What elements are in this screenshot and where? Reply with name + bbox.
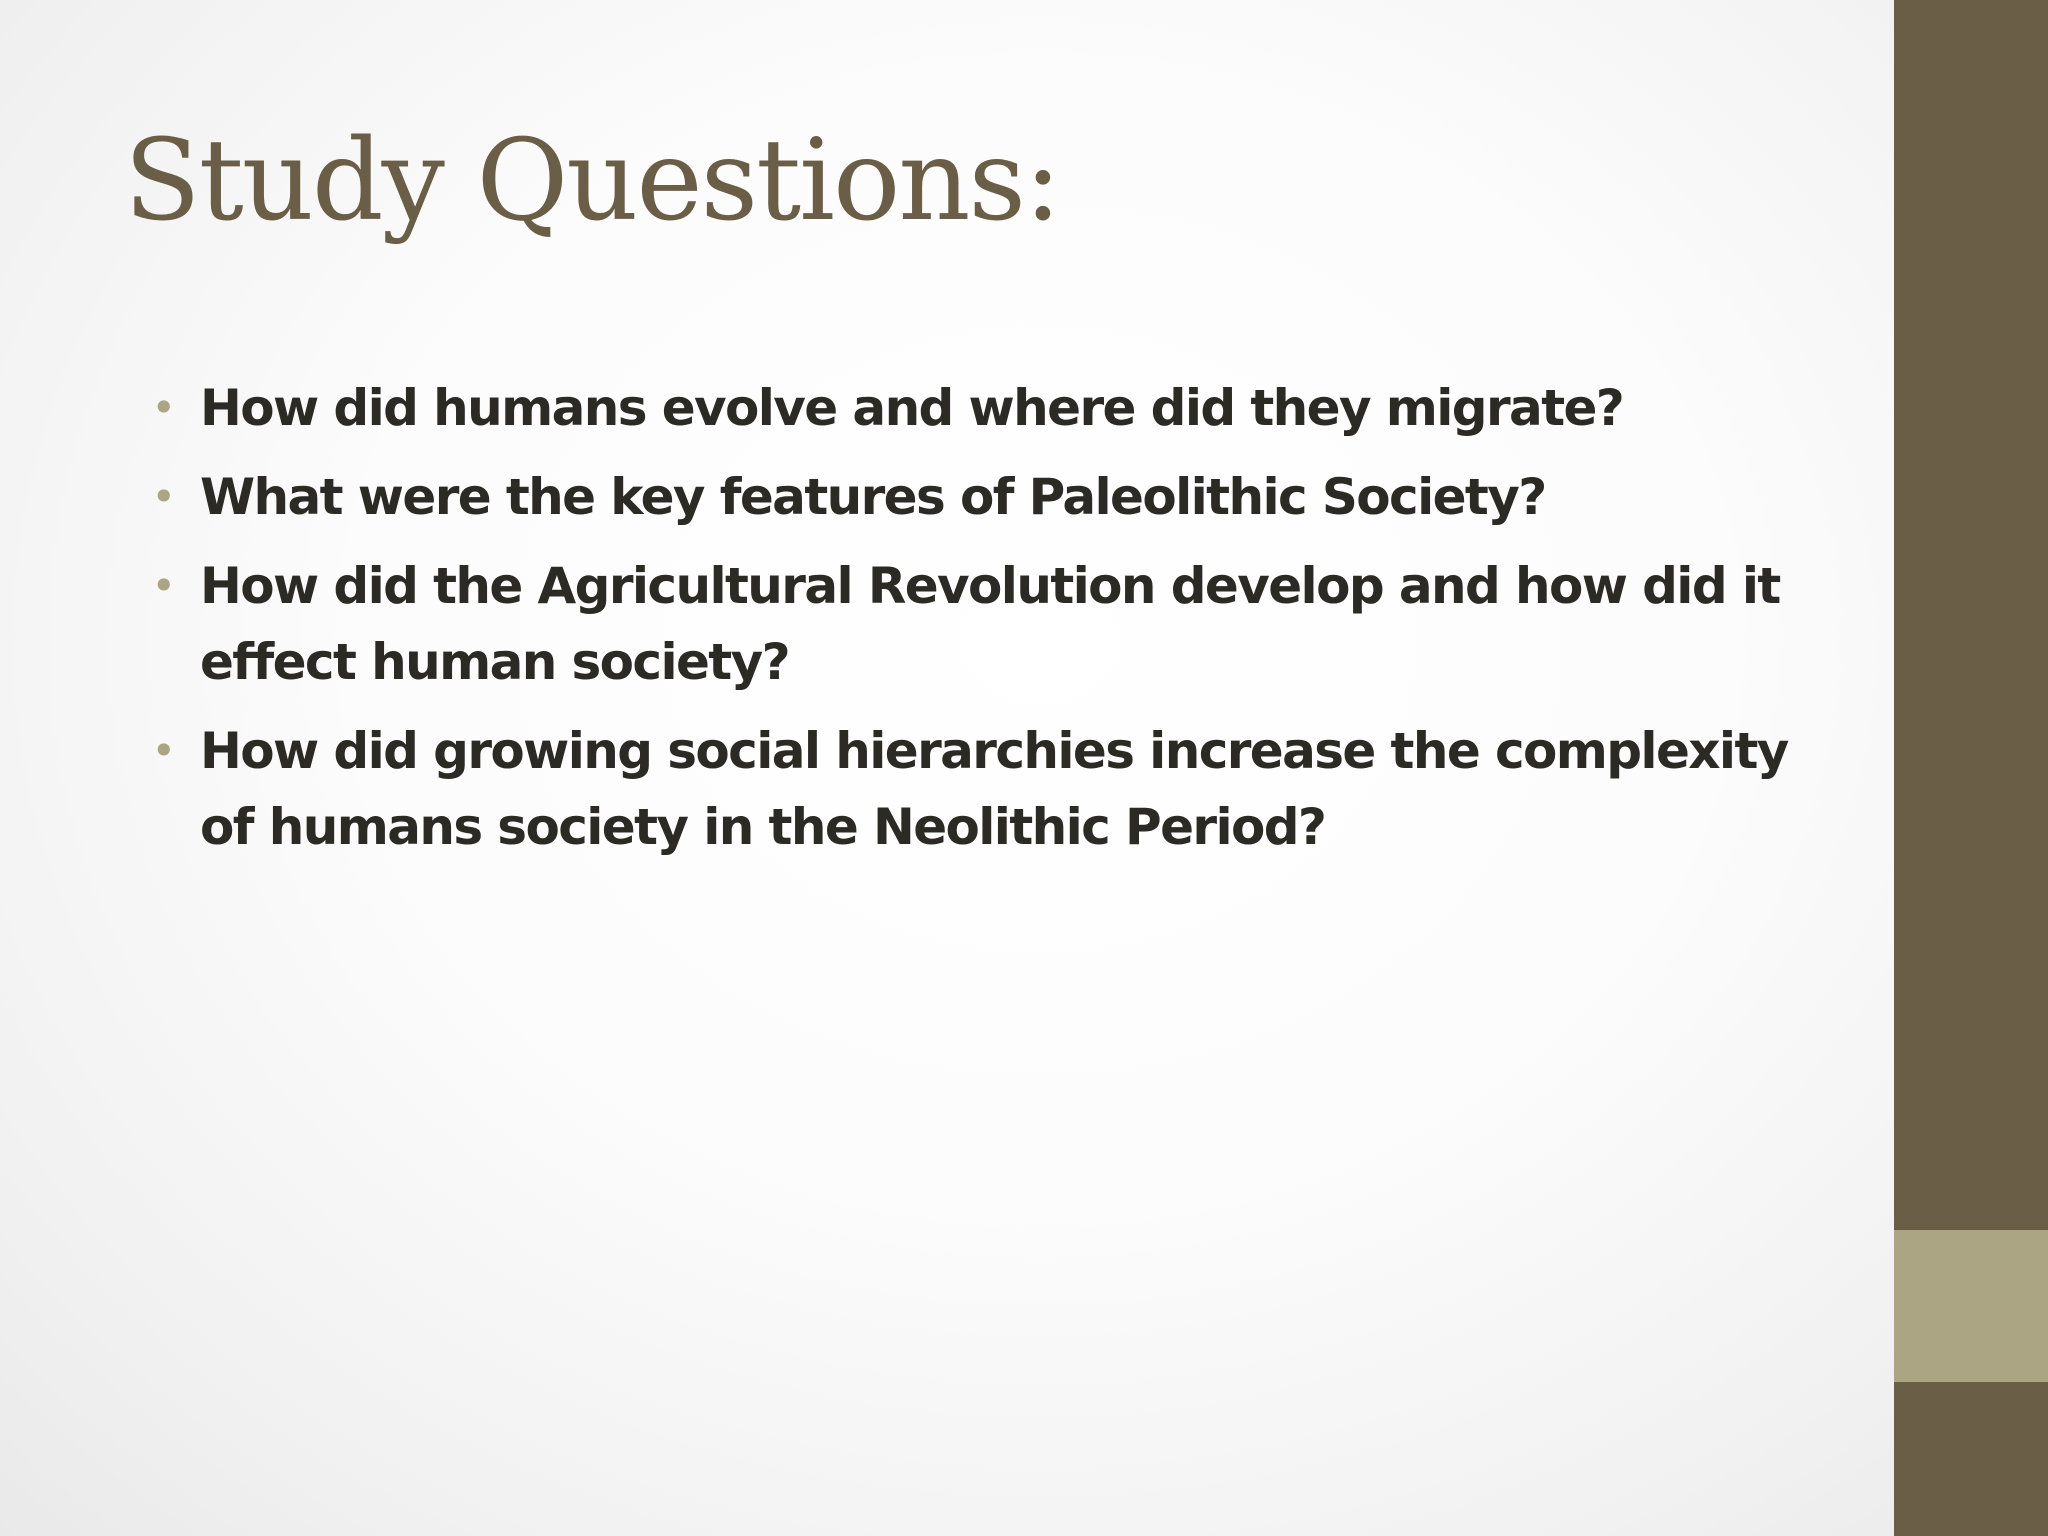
bullet-text: What were the key features of Paleolithic Society? (200, 468, 1546, 526)
bullet-text: How did growing social hierarchies increase the complexity of humans society in the Neolithic Period? (200, 722, 1788, 856)
bullet-list (148, 370, 1788, 878)
bullet-item (148, 713, 1788, 865)
slide-title: Study Questions: (124, 116, 1060, 246)
bullet-item (148, 370, 1788, 446)
bullet-text: How did the Agricultural Revolution develop and how did it effect human society? (200, 557, 1780, 691)
bullet-item (148, 459, 1788, 535)
bullet-icon: • (151, 383, 175, 432)
bullet-icon: • (151, 561, 175, 610)
bullet-icon: • (151, 472, 175, 521)
decorative-sidebar (1894, 0, 2048, 1536)
bullet-icon: • (151, 726, 175, 775)
bullet-item (148, 548, 1788, 700)
bullet-text: How did humans evolve and where did they migrate? (200, 379, 1624, 437)
sidebar-accent-block (1894, 1230, 2048, 1382)
